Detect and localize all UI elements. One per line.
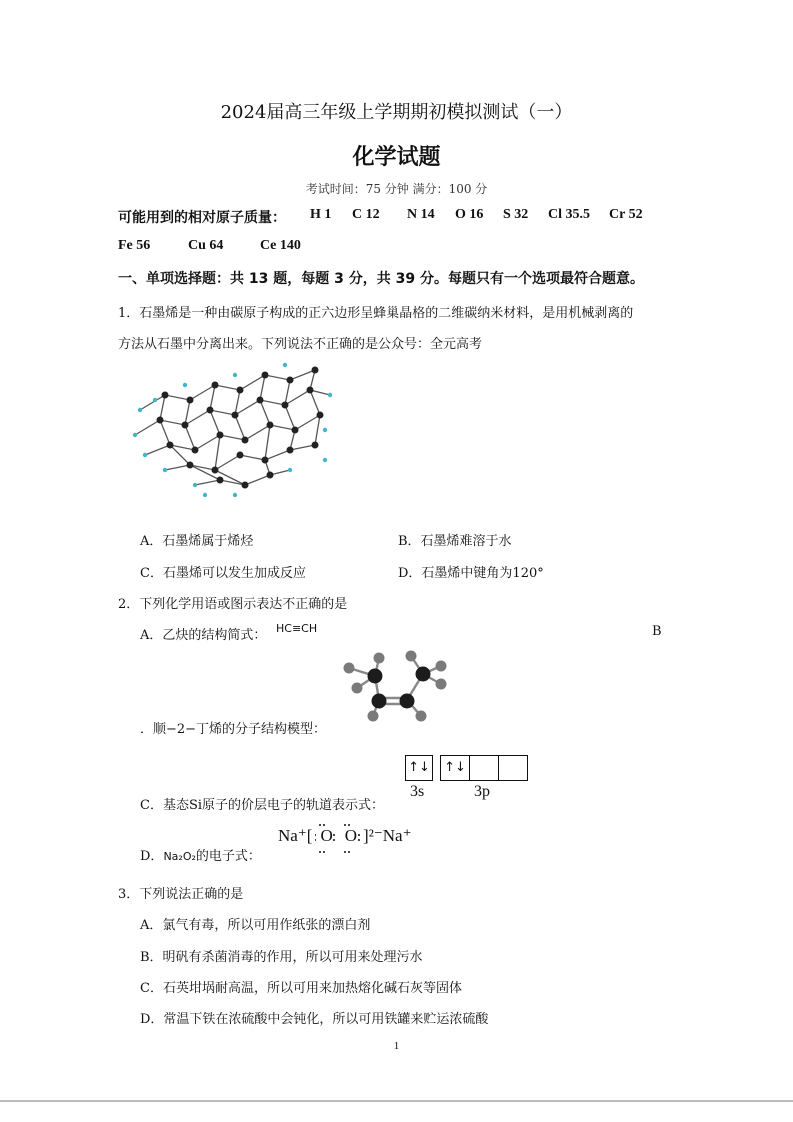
sodium-peroxide-formula: Na₂O₂ (163, 850, 196, 863)
cis-2-butene-model (335, 648, 460, 728)
oxygen-1: O (320, 826, 333, 845)
atomic-mass-o: O 16 (455, 207, 484, 222)
q2-option-b-letter: B (652, 624, 662, 639)
atomic-mass-fe: Fe 56 (118, 238, 151, 253)
atomic-mass-ce: Ce 140 (260, 238, 301, 253)
q3-option-c: C．石英坩埚耐高温，所以可用来加热熔化碱石灰等固体 (140, 981, 462, 996)
q3-stem: 3．下列说法正确的是 (118, 887, 244, 902)
orbital-box-3p-2 (469, 755, 499, 781)
na-right: ]²⁻Na⁺ (363, 826, 412, 845)
q2-option-c: C．基态Si原子的价层电子的轨道表示式： (140, 798, 385, 813)
acetylene-formula: HC≡CH (276, 622, 318, 635)
q3-option-d: D．常温下铁在浓硫酸中会钝化，所以可用铁罐来贮运浓硫酸 (140, 1012, 489, 1027)
q1-option-d: D．石墨烯中键角为120° (398, 566, 544, 581)
subject-title: 化学试题 (352, 145, 441, 170)
q1-option-b: B．石墨烯难溶于水 (398, 534, 512, 549)
exam-meta: 考试时间：75 分钟 满分：100 分 (305, 182, 488, 196)
q3-option-b: B．明矾有杀菌消毒的作用，所以可用来处理污水 (140, 950, 423, 965)
atomic-mass-s: S 32 (503, 207, 529, 222)
oxygen-2: O (344, 826, 358, 845)
orbital-box-3p-1 (440, 755, 470, 781)
exam-title: 2024届高三年级上学期期初模拟测试（一） (220, 102, 573, 123)
orbital-label-3p: 3p (474, 783, 490, 800)
lone-pair-dots (315, 822, 375, 856)
q2-option-a: A．乙炔的结构简式： (140, 628, 267, 643)
graphene-hydrogen-atoms (133, 363, 332, 497)
spin-pair-arrows: ↑↓ (408, 760, 430, 775)
q2-stem: 2．下列化学用语或图示表达不正确的是 (118, 597, 348, 612)
atomic-mass-h: H 1 (310, 207, 332, 222)
q2-option-b-text: ．顺−2−丁烯的分子结构模型： (140, 722, 327, 737)
q2-option-d (140, 845, 261, 864)
graphene-lattice (135, 370, 330, 485)
q1-stem-line1: 1．石墨烯是一种由碳原子构成的正六边形呈蜂巢晶格的二维碳纳米材料，是用机械剥离的 (118, 306, 634, 321)
spin-pair-arrows: ↑↓ (444, 760, 466, 775)
atomic-mass-n: N 14 (407, 207, 435, 222)
na-left: Na⁺[ (278, 826, 313, 845)
q1-stem-line2: 方法从石墨中分离出来。下列说法不正确的是公众号：全元高考 (118, 337, 483, 352)
orbital-label-3s: 3s (410, 783, 425, 800)
atomic-mass-cu: Cu 64 (188, 238, 224, 253)
graphene-illustration (125, 360, 340, 505)
orbital-box-3p-3 (498, 755, 528, 781)
q1-option-a: A．石墨烯属于烯烃 (140, 534, 254, 549)
section-heading: 一、单项选择题：共 13 题，每题 3 分，共 39 分。每题只有一个选项最符合题意。 (118, 271, 644, 287)
atomic-mass-cr: Cr 52 (609, 207, 643, 222)
atomic-mass-label: 可能用到的相对原子质量： (118, 211, 286, 226)
q2-option-d-tail: 的电子式： (195, 849, 261, 864)
atomic-mass-c: C 12 (352, 207, 380, 222)
orbital-box-3s (405, 755, 433, 781)
page-bottom-divider (0, 1100, 793, 1102)
page-number: 1 (393, 1040, 400, 1052)
q2-option-d-letter: D． (140, 849, 164, 864)
q3-option-a: A．氯气有毒，所以可用作纸张的漂白剂 (140, 918, 371, 933)
q1-option-c: C．石墨烯可以发生加成反应 (140, 566, 306, 581)
atomic-mass-cl: Cl 35.5 (548, 207, 590, 222)
